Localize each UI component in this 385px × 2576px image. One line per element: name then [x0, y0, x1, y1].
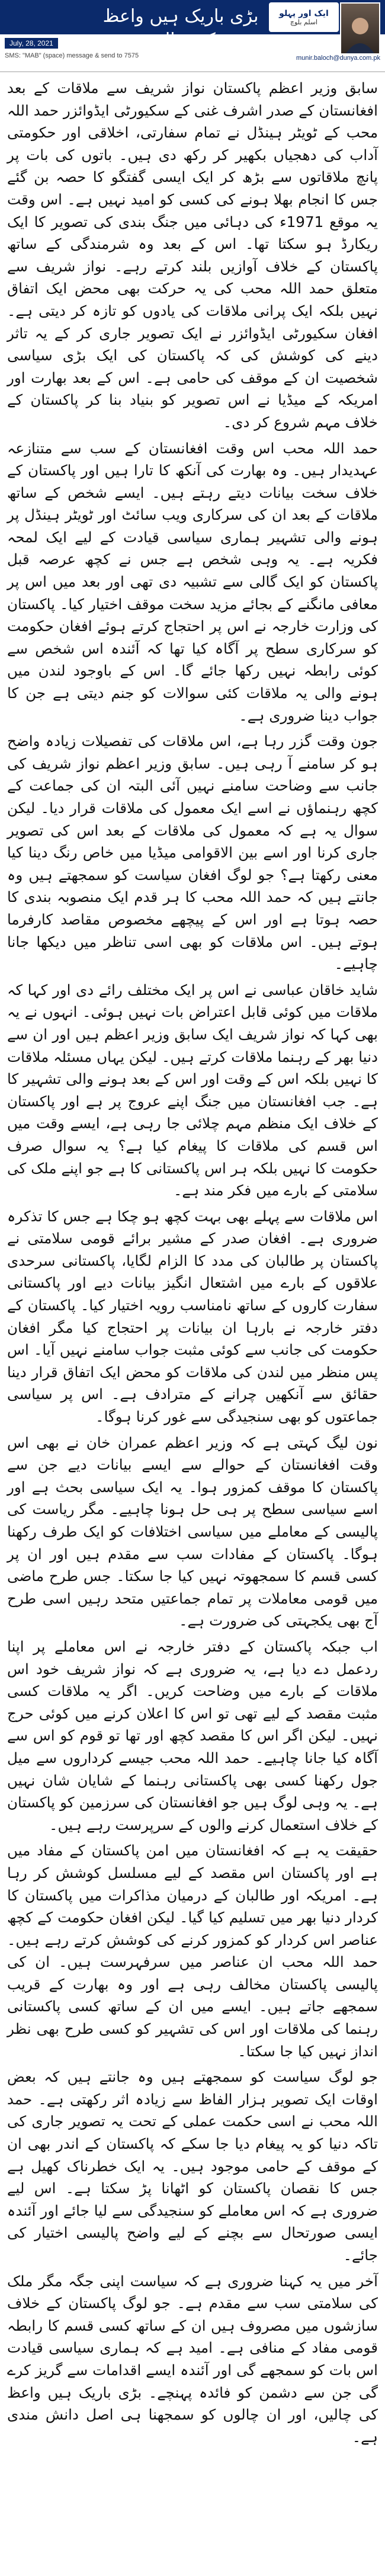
- paragraph: جون وقت گزر رہا ہے، اس ملاقات کی تفصیلات زیادہ واضح ہو کر سامنے آ رہی ہیں۔ سابق وزیر اعظم نواز شریف کی جانب سے وضاحت سامنے نہیں آئی البتہ ان کی جماعت کے کچھ رہنماؤں نے اسے ایک معمول کی ملاقات قرار دیا۔ لیکن سوال یہ ہے کہ معمول کی ملاقات کے بعد اس کی تصویر جاری کرنا اور اسے بین الاقوامی میڈیا میں خاص رنگ دینا کیا معنی رکھتا ہے؟ جو لوگ افغان سیاست کو سمجھتے ہیں وہ جانتے ہیں کہ حمد اللہ محب کا ہر قدم ایک منصوبہ بندی کا حصہ ہوتا ہے اور اس کے پیچھے مخصوص مقاصد کارفرما ہوتے ہیں۔ اس ملاقات کو بھی اسی تناظر میں دیکھا جانا چاہیے۔: [7, 732, 378, 973]
- publish-date: July, 28, 2021: [5, 38, 58, 49]
- author-name: اسلم بلوچ: [290, 18, 318, 26]
- paragraph: اس ملاقات سے پہلے بھی بہت کچھ ہو چکا ہے جس کا تذکرہ ضروری ہے۔ افغان صدر کے مشیر برائے قومی سلامتی نے پاکستان پر طالبان کی مدد کا الزام لگایا، پاکستانی سرحدی علاقوں کے بارے میں اشتعال انگیز بیانات دیے اور پاکستانی سفارت کاروں کے ساتھ نامناسب رویہ اختیار کیا۔ پاکستان کے دفتر خارجہ نے بارہا ان بیانات پر احتجاج کیا مگر افغان حکومت کی جانب سے کوئی مثبت جواب سامنے نہیں آیا۔ اس پس منظر میں لندن کی ملاقات کو محض ایک اتفاق قرار دینا حقائق سے آنکھیں چرانے کے مترادف ہے۔ اس پر سیاسی جماعتوں کو بھی سنجیدگی سے غور کرنا ہوگا۔: [7, 1207, 378, 1426]
- paragraph: جو لوگ سیاست کو سمجھتے ہیں وہ جانتے ہیں کہ بعض اوقات ایک تصویر ہزار الفاظ سے زیادہ اثر رکھتی ہے۔ حمد اللہ محب نے اسی حکمت عملی کے تحت یہ تصویر جاری کی تاکہ دنیا کو یہ پیغام دیا جا سکے کہ پاکستان کے اندر بھی ان کے موقف کے حامی موجود ہیں۔ یہ ایک خطرناک کھیل ہے جس کا نقصان پاکستان کو اٹھانا پڑ سکتا ہے۔ اس لیے ضروری ہے کہ اس معاملے کو سنجیدگی سے لیا جائے اور آئندہ ایسی صورتحال سے بچنے کے لیے واضح پالیسی اختیار کی جائے۔: [7, 2068, 378, 2264]
- paragraph: سابق وزیر اعظم پاکستان نواز شریف سے ملاقات کے بعد افغانستان کے صدر اشرف غنی کے سکیورٹی ایڈوائزر حمد اللہ محب کے ٹویٹر ہینڈل نے تمام سفارتی، اخلاقی اور حکومتی آداب کی دھجیاں بکھیر کر رکھ دی ہیں۔ باتوں کی بات پر پانچ ملاقاتوں سے بڑھ کر ایک ایسی گفتگو کا حصہ بن گئے جس کا انجام بھلا ہونے کی کسی کو امید نہیں ہے۔ اس وقت یہ موقع 1971ء کی دہائی میں جنگ بندی کی تصویر کا ایک ریکارڈ ہو سکتا تھا۔ اس کے بعد وہ شرمندگی کے ساتھ پاکستان کے خلاف آوازیں بلند کرتے رہے۔ نواز شریف سے متعلق حمد اللہ محب کی یہ حرکت بھی محض ایک اتفاق نہیں بلکہ ایک پرانی ملاقات کی یادوں کو تازہ کر دیتی ہے۔ افغان سکیورٹی ایڈوائزر نے ایک تصویر جاری کر کے یہ تاثر دینے کی کوشش کی کہ پاکستان کی ایک بڑی سیاسی شخصیت ان کے موقف کی حامی ہے۔ اس کے بعد بھارت اور امریکہ کے میڈیا نے اس تصویر کو بنیاد بنا کر پاکستان کے خلاف مہم شروع کر دی۔: [7, 79, 378, 431]
- paragraph: شاید خاقان عباسی نے اس پر ایک مختلف رائے دی اور کہا کہ ملاقات میں کوئی قابل اعتراض بات نہیں ہوئی۔ انہوں نے یہ بھی کہا کہ نواز شریف ایک سابق وزیر اعظم ہیں اور ان سے دنیا بھر کے رہنما ملاقات کرتے ہیں۔ لیکن یہاں مسئلہ ملاقات کا نہیں بلکہ اس کے وقت اور اس کے بعد ہونے والی تشہیر کا ہے۔ جب افغانستان میں جنگ اپنے عروج پر ہے اور پاکستان کے خلاف ایک منظم مہم چلائی جا رہی ہے، ایسے وقت میں اس قسم کی ملاقات کا پیغام کیا ہے؟ یہ سوال صرف حکومت کا نہیں بلکہ ہر اس پاکستانی کا ہے جو اپنے ملک کی سلامتی کے بارے میں فکر مند ہے۔: [7, 981, 378, 1199]
- paragraph: اب جبکہ پاکستان کے دفتر خارجہ نے اس معاملے پر اپنا ردعمل دے دیا ہے، یہ ضروری ہے کہ نواز شریف خود اس ملاقات کے بارے میں وضاحت کریں۔ اگر یہ ملاقات کسی مثبت مقصد کے لیے تھی تو اس کا اعلان کرنے میں کوئی حرج نہیں۔ لیکن اگر اس کا مقصد کچھ اور تھا تو قوم کو اس سے آگاہ کیا جانا چاہیے۔ حمد اللہ محب جیسے کرداروں سے میل جول رکھنا کسی بھی پاکستانی رہنما کے شایان شان نہیں ہے۔ یہ وہی لوگ ہیں جو افغانستان کی سرزمین کو پاکستان کے خلاف استعمال کرنے والوں کے سرپرست رہے ہیں۔: [7, 1637, 378, 1833]
- paragraph: حقیقت یہ ہے کہ افغانستان میں امن پاکستان کے مفاد میں ہے اور پاکستان اس مقصد کے لیے مسلسل کوشش کر رہا ہے۔ امریکہ اور طالبان کے درمیان مذاکرات میں پاکستان کا کردار دنیا بھر میں تسلیم کیا گیا۔ لیکن افغان حکومت کے کچھ عناصر اس کردار کو کمزور کرنے کی کوشش کرتے رہے ہیں۔ حمد اللہ محب ان عناصر میں سرفہرست ہیں۔ ان کی پالیسی پاکستان مخالف رہی ہے اور وہ بھارت کے قریب سمجھے جاتے ہیں۔ ایسے میں ان کے ساتھ کسی پاکستانی رہنما کی ملاقات اور اس کی تشہیر کو کسی طرح بھی نظر انداز نہیں کیا جا سکتا۔: [7, 1842, 378, 2060]
- author-photo: [340, 2, 380, 55]
- author-email: munir.baloch@dunya.com.pk: [296, 55, 380, 62]
- paragraph: نون لیگ کہتی ہے کہ وزیر اعظم عمران خان نے بھی اس وقت افغانستان کے حوالے سے ایسے بیانات دیے جن سے پاکستان کا موقف کمزور ہوا۔ یہ ایک سیاسی بحث ہے اور اسے سیاسی سطح پر ہی حل ہونا چاہیے۔ مگر ریاست کی پالیسی کے معاملے میں سیاسی اختلافات کو ایک طرف رکھنا ہوگا۔ پاکستان کے مفادات سب سے مقدم ہیں اور ان پر کسی قسم کا سمجھوتہ نہیں کیا جا سکتا۔ جس طرح ماضی میں قومی معاملات پر تمام جماعتیں متحد رہیں اسی طرح آج بھی یکجہتی کی ضرورت ہے۔: [7, 1433, 378, 1630]
- paragraph: آخر میں یہ کہنا ضروری ہے کہ سیاست اپنی جگہ مگر ملک کی سلامتی سب سے مقدم ہے۔ جو لوگ پاکستان کے خلاف سازشوں میں مصروف ہیں ان کے ساتھ کسی قسم کا رابطہ قومی مفاد کے منافی ہے۔ امید ہے کہ ہماری سیاسی قیادت اس بات کو سمجھے گی اور آئندہ ایسے اقدامات سے گریز کرے گی جن سے دشمن کو فائدہ پہنچے۔ بڑی باریک ہیں واعظ کی چالیں، اور ان چالوں کو سمجھنا ہی اصل دانش مندی ہے۔: [7, 2272, 378, 2446]
- column-logo: [269, 2, 339, 32]
- column-title: بڑی باریک ہیں واعظ کی چالیں: [102, 6, 259, 50]
- author-photo-icon: [344, 12, 377, 53]
- paragraph: حمد اللہ محب اس وقت افغانستان کے سب سے متنازعہ عہدیدار ہیں۔ وہ بھارت کی آنکھ کا تارا ہیں اور پاکستان کے خلاف سخت بیانات دیتے رہتے ہیں۔ ایسے شخص کے ساتھ ملاقات کے بعد ان کی سرکاری ویب سائٹ اور ٹویٹر ہینڈل پر ہونے والی تشہیر ہماری سیاسی قیادت کے لیے ایک لمحہ فکریہ ہے۔ یہ وہی شخص ہے جس نے کچھ عرصہ قبل پاکستان کو ایک گالی سے تشبیہ دی تھی اور بعد میں اس پر معافی مانگنے کے بجائے مزید سخت موقف اختیار کیا۔ پاکستان کی وزارت خارجہ نے اس پر احتجاج کرتے ہوئے افغان حکومت کو سرکاری سطح پر آگاہ کیا تھا کہ آئندہ اس شخص سے کوئی رابطہ نہیں رکھا جائے گا۔ اس کے باوجود لندن میں ہونے والی یہ ملاقات کئی سوالات کو جنم دیتی ہے جن کا جواب دینا ضروری ہے۔: [7, 439, 378, 724]
- logo-name: ایک اور پہلو: [279, 8, 329, 18]
- column-header: [0, 0, 385, 72]
- article-body: [0, 72, 385, 2448]
- sms-info: SMS: "MAB" (space) message & send to 7575: [5, 52, 139, 59]
